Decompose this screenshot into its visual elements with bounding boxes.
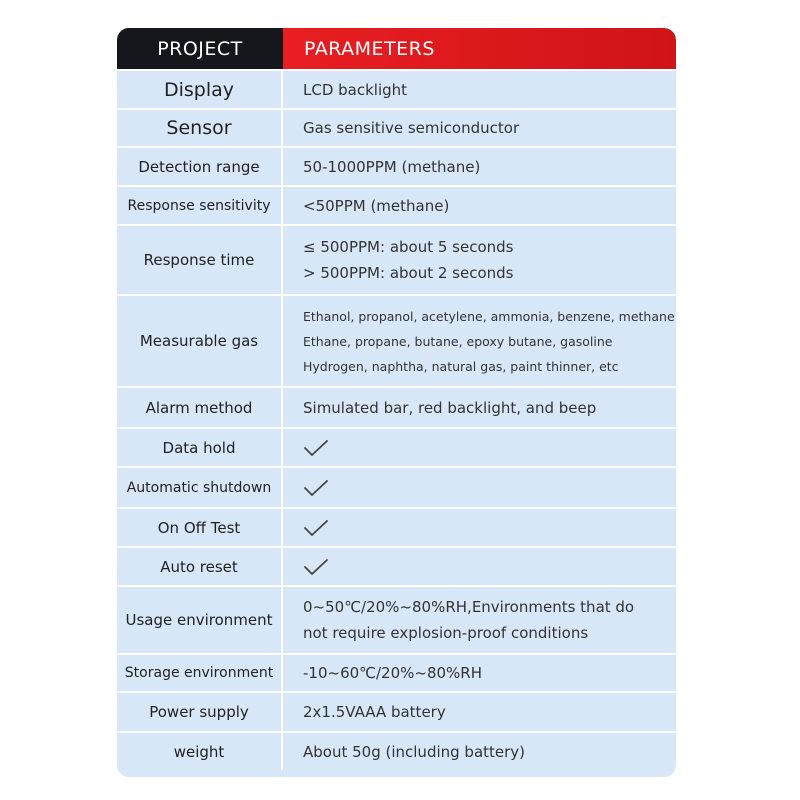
- spec-table: [117, 28, 676, 777]
- row-label: Storage environment: [117, 655, 283, 691]
- table-row: [117, 185, 676, 224]
- table-row: [117, 653, 676, 691]
- value-line: About 50g (including battery): [303, 742, 526, 761]
- table-row: [117, 585, 676, 653]
- value-line: Hydrogen, naphtha, natural gas, paint thinner, etc: [303, 358, 619, 374]
- row-label: Power supply: [117, 693, 283, 731]
- value-line: LCD backlight: [303, 80, 408, 99]
- value-line: not require explosion-proof conditions: [303, 624, 589, 642]
- header-project: PROJECT: [117, 28, 283, 69]
- value-line: ≤ 500PPM: about 5 seconds: [303, 238, 514, 256]
- table-row: [117, 69, 676, 108]
- row-value: [283, 429, 676, 466]
- check-icon: [303, 479, 329, 497]
- row-label: Data hold: [117, 429, 283, 466]
- table-row: [117, 507, 676, 546]
- value-line: -10~60℃/20%~80%RH: [303, 664, 483, 682]
- row-value: [283, 733, 676, 770]
- row-value: [283, 509, 676, 546]
- row-value: [283, 71, 676, 108]
- row-label: Sensor: [117, 110, 283, 146]
- table-row: [117, 427, 676, 466]
- table-row: [117, 108, 676, 146]
- table-body: [117, 69, 676, 770]
- value-line: 0~50℃/20%~80%RH,Environments that do: [303, 598, 635, 616]
- row-label: Response time: [117, 226, 283, 294]
- row-label: Response sensitivity: [117, 187, 283, 224]
- value-line: <50PPM (methane): [303, 196, 450, 215]
- row-value: [283, 226, 676, 294]
- row-value: [283, 296, 676, 386]
- value-line: > 500PPM: about 2 seconds: [303, 264, 514, 282]
- row-label: Usage environment: [117, 587, 283, 653]
- table-row: [117, 224, 676, 294]
- table-row: [117, 294, 676, 386]
- row-value: [283, 548, 676, 585]
- row-value: [283, 587, 676, 653]
- table-row: [117, 546, 676, 585]
- value-line: Gas sensitive semiconductor: [303, 119, 520, 137]
- row-label: Measurable gas: [117, 296, 283, 386]
- row-value: [283, 693, 676, 731]
- row-label: Automatic shutdown: [117, 468, 283, 507]
- row-value: [283, 148, 676, 185]
- row-label: Auto reset: [117, 548, 283, 585]
- check-icon: [303, 519, 329, 537]
- value-line: Simulated bar, red backlight, and beep: [303, 398, 597, 417]
- row-value: [283, 187, 676, 224]
- row-value: [283, 468, 676, 507]
- row-label: Display: [117, 71, 283, 108]
- row-label: Detection range: [117, 148, 283, 185]
- header-parameters: PARAMETERS: [283, 28, 676, 69]
- value-line: Ethane, propane, butane, epoxy butane, gasoline: [303, 333, 613, 349]
- table-row: [117, 691, 676, 731]
- row-label: On Off Test: [117, 509, 283, 546]
- check-icon: [303, 558, 329, 576]
- table-row: [117, 386, 676, 427]
- value-line: Ethanol, propanol, acetylene, ammonia, benzene, methane: [303, 308, 675, 324]
- row-label: weight: [117, 733, 283, 770]
- table-header: [117, 28, 676, 69]
- row-value: [283, 388, 676, 427]
- table-row: [117, 466, 676, 507]
- row-label: Alarm method: [117, 388, 283, 427]
- table-row: [117, 731, 676, 770]
- value-line: 50-1000PPM (methane): [303, 157, 481, 176]
- table-row: [117, 146, 676, 185]
- value-line: 2x1.5VAAA battery: [303, 703, 446, 721]
- row-value: [283, 655, 676, 691]
- row-value: [283, 110, 676, 146]
- check-icon: [303, 439, 329, 457]
